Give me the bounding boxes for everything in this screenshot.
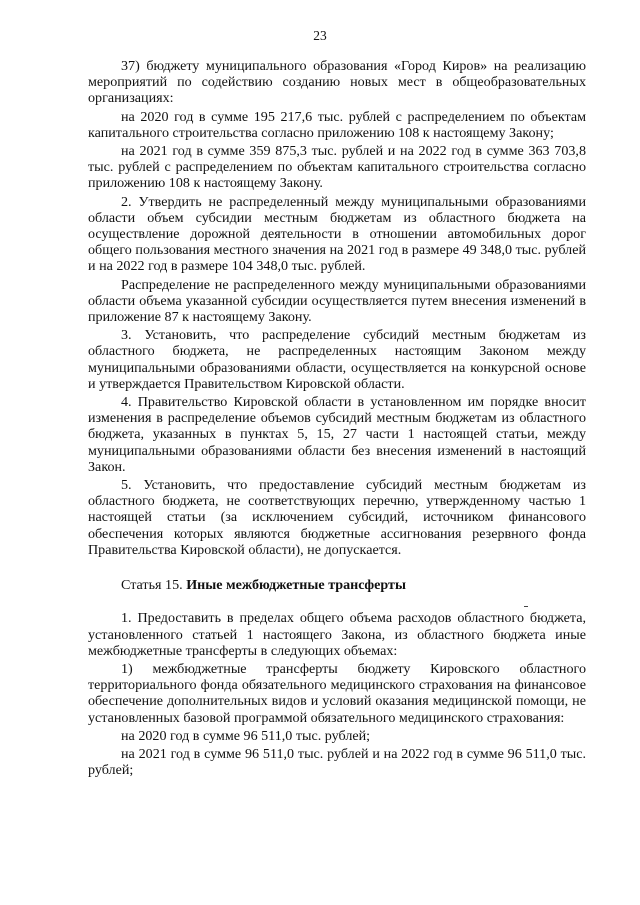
paragraph-article15-2020: на 2020 год в сумме 96 511,0 тыс. рублей;	[121, 727, 371, 744]
scan-mark	[524, 606, 528, 607]
paragraph-amount-2021-2022: на 2021 год в сумме 359 875,3 тыс. рублей и на 2022 год в сумме 363 703,8 тыс. рублей с распределением по объектам капитального строительства согласно приложению 108 к настоящему Закону.	[88, 143, 586, 192]
article-prefix: Статья 15.	[121, 577, 183, 594]
paragraph-article15-2021-2022: на 2021 год в сумме 96 511,0 тыс. рублей и на 2022 год в сумме 96 511,0 тыс. рублей;	[88, 745, 586, 779]
paragraph-amount-2020: на 2020 год в сумме 195 217,6 тыс. рублей с распределением по объектам капитального строительства согласно приложению 108 к настоящему Закону;	[88, 108, 586, 141]
paragraph-part-5: 5. Установить, что предоставление субсидий местным бюджетам из областного бюджета, не соответствующих перечню, утвержденному частью 1 настоящей статьи (за исключением субсидий, источником финансового обеспечения которых являются бюджетные ассигнования резервного фонда Правительства Кировской области), не допускается.	[88, 477, 586, 558]
article-heading	[88, 577, 586, 593]
paragraph-article15-item-1: 1) межбюджетные трансферты бюджету Кировского областного территориального фонда обязательного медицинского страхования на финансовое обеспечение дополнительных видов и условий оказания медицинской помощи, не установленных базовой программой обязательного медицинского страхования:	[88, 660, 586, 726]
spacer	[88, 593, 586, 610]
page-number: 23	[313, 28, 327, 43]
paragraph-part-3: 3. Установить, что распределение субсидий местным бюджетам из областного бюджета, не распределенных настоящим Законом между муниципальными образованиями области, осуществляется на конкурсной основе и утверждается Правительством Кировской области.	[88, 327, 586, 392]
document-body	[88, 58, 586, 780]
paragraph-part-2: 2. Утвердить не распределенный между муниципальными образованиями области объем субсидии местным бюджетам из областного бюджета на осуществление дорожной деятельности в отношении автомобильных дорог общего пользования местного значения на 2021 год в размере 49 348,0 тыс. рублей и на 2022 год в размере 104 348,0 тыс. рублей.	[88, 193, 586, 275]
paragraph-part-4: 4. Правительство Кировской области в установленном им порядке вносит изменения в распределение объемов субсидий местным бюджетам из областного бюджета, указанных в пунктах 5, 15, 27 части 1 настоящей статьи, между муниципальными образованиями области без внесения изменений в настоящий Закон.	[88, 394, 586, 475]
paragraph-article15-part-1: 1. Предоставить в пределах общего объема расходов областного бюджета, установленного статьей 1 настоящего Закона, из областного бюджета иные межбюджетные трансферты в следующих объемах:	[88, 610, 586, 659]
article-title: Иные межбюджетные трансферты	[186, 577, 406, 594]
spacer	[88, 560, 586, 577]
paragraph-item-37: 37) бюджету муниципального образования «Город Киров» на реализацию мероприятий по содействию созданию новых мест в общеобразовательных организациях:	[88, 58, 586, 107]
paragraph-distribution: Распределение не распределенного между муниципальными образованиями области объема указанной субсидии осуществляется путем внесения изменений в приложение 87 к настоящему Закону.	[88, 276, 586, 326]
